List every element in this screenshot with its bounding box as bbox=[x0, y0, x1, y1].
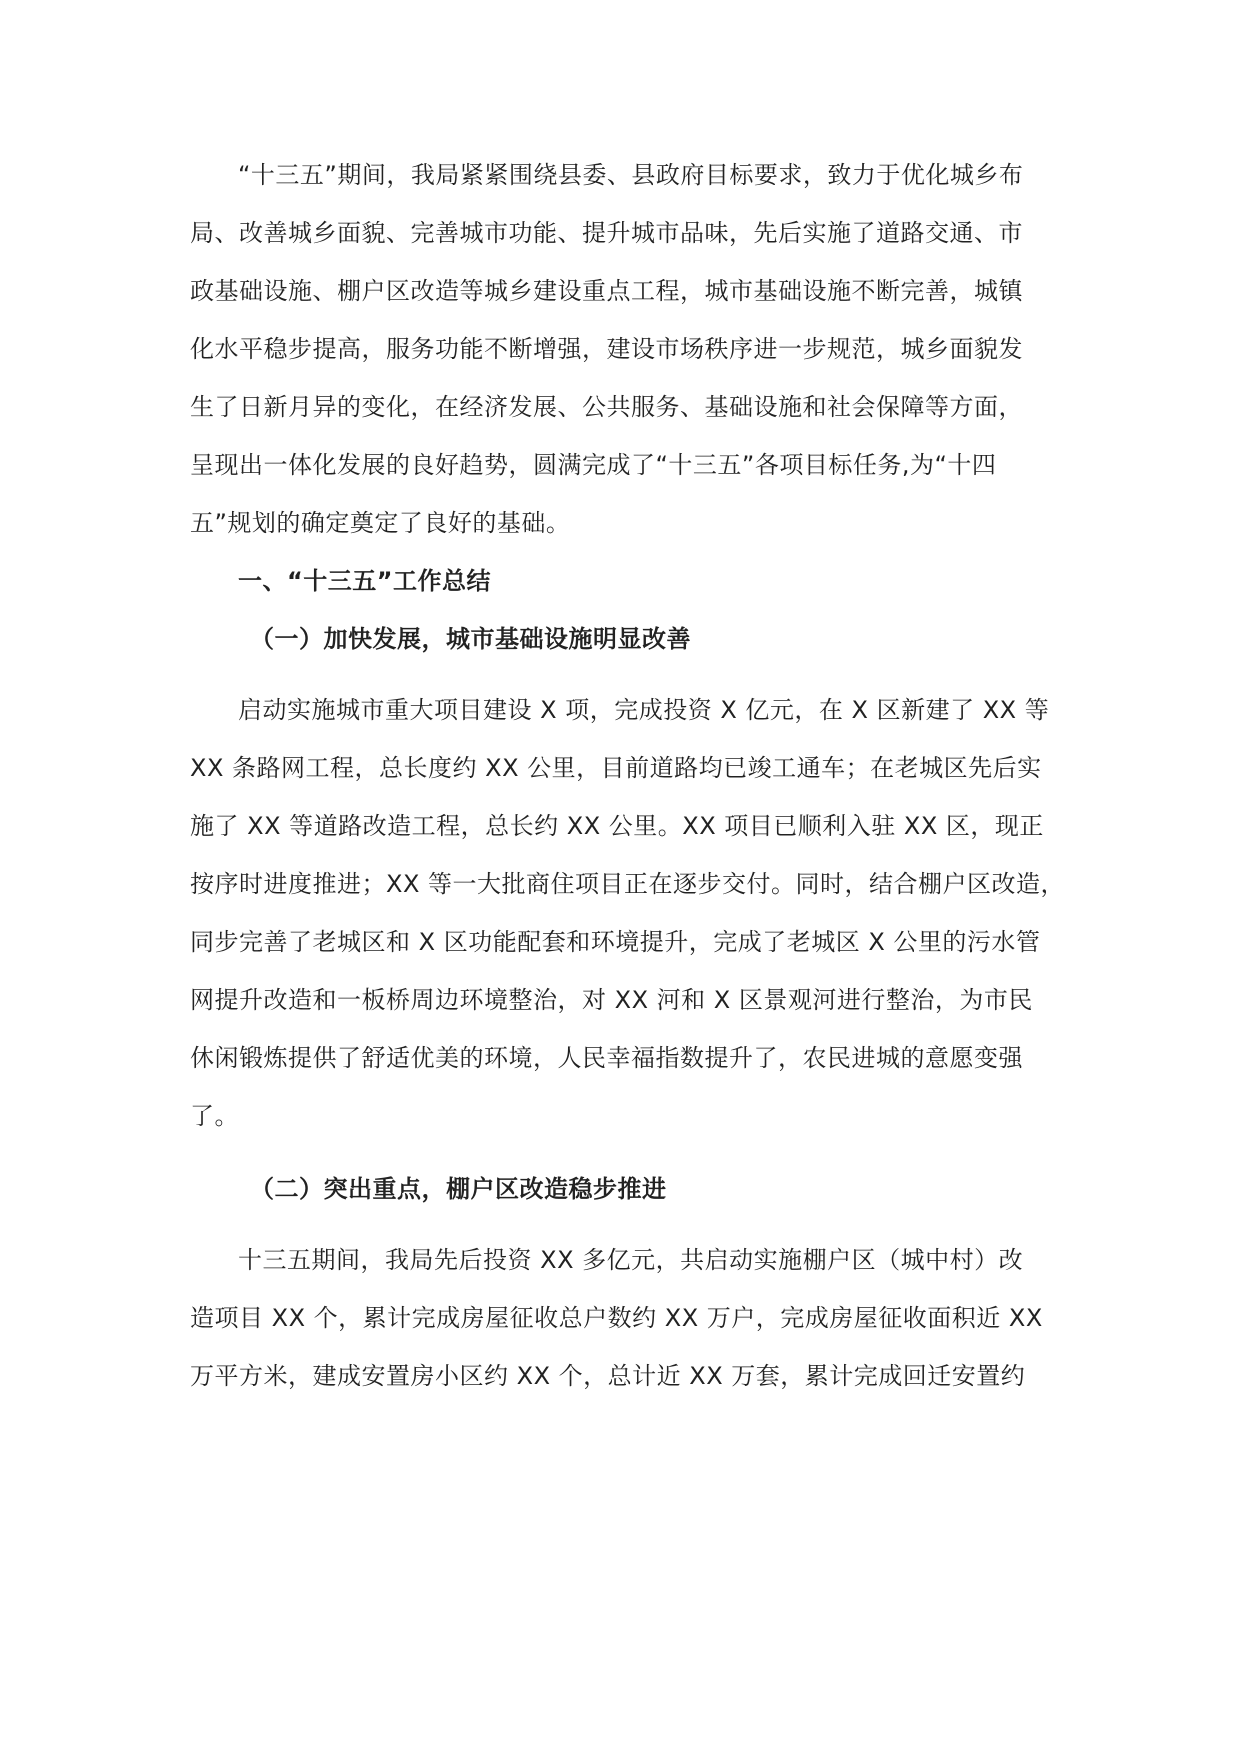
text-line: XX 条路网工程，总长度约 XX 公里，目前道路均已竣工通车；在老城区先后实 bbox=[190, 754, 1042, 782]
subsection-heading: （二）突出重点，棚户区改造稳步推进 bbox=[250, 1175, 667, 1203]
text-line: 网提升改造和一板桥周边环境整治，对 XX 河和 X 区景观河进行整治，为市民 bbox=[190, 986, 1033, 1014]
text-line: 按序时进度推进；XX 等一大批商住项目正在逐步交付。同时，结合棚户区改造， bbox=[190, 870, 1066, 898]
text-line: 十三五期间，我局先后投资 XX 多亿元，共启动实施棚户区（城中村）改 bbox=[238, 1246, 1024, 1274]
text-line: 了。 bbox=[190, 1102, 239, 1130]
text-line: 造项目 XX 个，累计完成房屋征收总户数约 XX 万户，完成房屋征收面积近 XX bbox=[190, 1304, 1043, 1332]
text-line: 同步完善了老城区和 X 区功能配套和环境提升，完成了老城区 X 公里的污水管 bbox=[190, 928, 1041, 956]
text-line: 呈现出一体化发展的良好趋势，圆满完成了“十三五”各项目标任务,为“十四 bbox=[190, 451, 997, 479]
text-line: 生了日新月异的变化，在经济发展、公共服务、基础设施和社会保障等方面， bbox=[190, 393, 1023, 421]
text-line: 政基础设施、棚户区改造等城乡建设重点工程，城市基础设施不断完善，城镇 bbox=[190, 277, 1023, 305]
subsection-heading: （一）加快发展，城市基础设施明显改善 bbox=[250, 625, 691, 653]
text-line: 化水平稳步提高，服务功能不断增强，建设市场秩序进一步规范，城乡面貌发 bbox=[190, 335, 1023, 363]
text-line: 五”规划的确定奠定了良好的基础。 bbox=[190, 509, 571, 537]
text-line: 启动实施城市重大项目建设 X 项，完成投资 X 亿元，在 X 区新建了 XX 等 bbox=[238, 696, 1050, 724]
text-line: 施了 XX 等道路改造工程，总长约 XX 公里。XX 项目已顺利入驻 XX 区，现正 bbox=[190, 812, 1044, 840]
section-heading: 一、“十三五”工作总结 bbox=[238, 567, 492, 595]
text-line: “十三五”期间，我局紧紧围绕县委、县政府目标要求，致力于优化城乡布 bbox=[238, 161, 1024, 189]
text-line: 休闲锻炼提供了舒适优美的环境，人民幸福指数提升了，农民进城的意愿变强 bbox=[190, 1044, 1023, 1072]
text-line: 局、改善城乡面貌、完善城市功能、提升城市品味，先后实施了道路交通、市 bbox=[190, 219, 1023, 247]
text-line: 万平方米，建成安置房小区约 XX 个，总计近 XX 万套，累计完成回迁安置约 bbox=[190, 1362, 1026, 1390]
